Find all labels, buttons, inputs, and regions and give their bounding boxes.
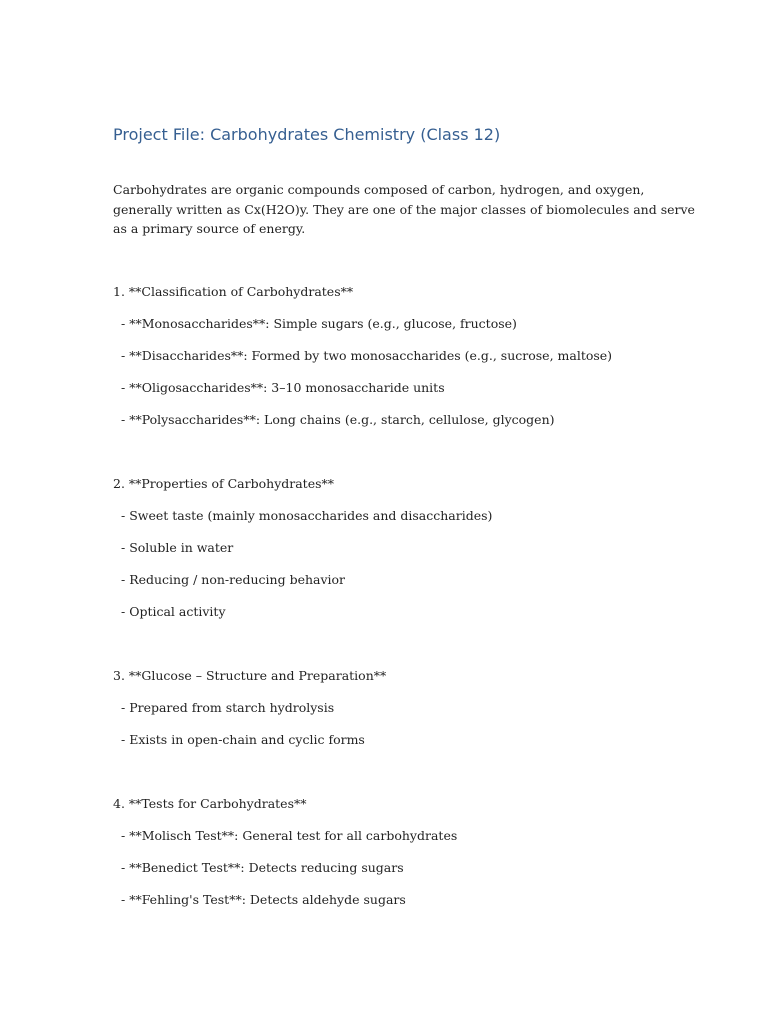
list-item: - **Disaccharides**: Formed by two monosaccharides (e.g., sucrose, maltose) <box>121 348 613 363</box>
intro-line: as a primary source of energy. <box>113 221 306 236</box>
list-item: - **Polysaccharides**: Long chains (e.g., starch, cellulose, glycogen) <box>121 412 555 427</box>
section-heading-glucose: 3. **Glucose – Structure and Preparation** <box>113 668 387 683</box>
section-heading-tests: 4. **Tests for Carbohydrates** <box>113 796 307 811</box>
document-title: Project File: Carbohydrates Chemistry (Class 12) <box>113 125 501 144</box>
list-item: - **Oligosaccharides**: 3–10 monosaccharide units <box>121 380 445 395</box>
intro-paragraph <box>113 180 695 239</box>
list-item: - Prepared from starch hydrolysis <box>121 700 335 715</box>
section-heading-properties: 2. **Properties of Carbohydrates** <box>113 476 335 491</box>
list-item: - **Fehling's Test**: Detects aldehyde sugars <box>121 892 406 907</box>
intro-line: Carbohydrates are organic compounds composed of carbon, hydrogen, and oxygen, <box>113 182 645 197</box>
list-item: - Sweet taste (mainly monosaccharides and disaccharides) <box>121 508 493 523</box>
list-item: - Reducing / non-reducing behavior <box>121 572 346 587</box>
list-item: - **Monosaccharides**: Simple sugars (e.g., glucose, fructose) <box>121 316 517 331</box>
list-item: - **Molisch Test**: General test for all carbohydrates <box>121 828 458 843</box>
list-item: - Exists in open-chain and cyclic forms <box>121 732 365 747</box>
list-item: - **Benedict Test**: Detects reducing sugars <box>121 860 404 875</box>
list-item: - Soluble in water <box>121 540 234 555</box>
intro-line: generally written as Cx(H2O)y. They are one of the major classes of biomolecules and serve <box>113 201 695 217</box>
section-heading-classification: 1. **Classification of Carbohydrates** <box>113 284 354 299</box>
list-item: - Optical activity <box>121 604 226 619</box>
